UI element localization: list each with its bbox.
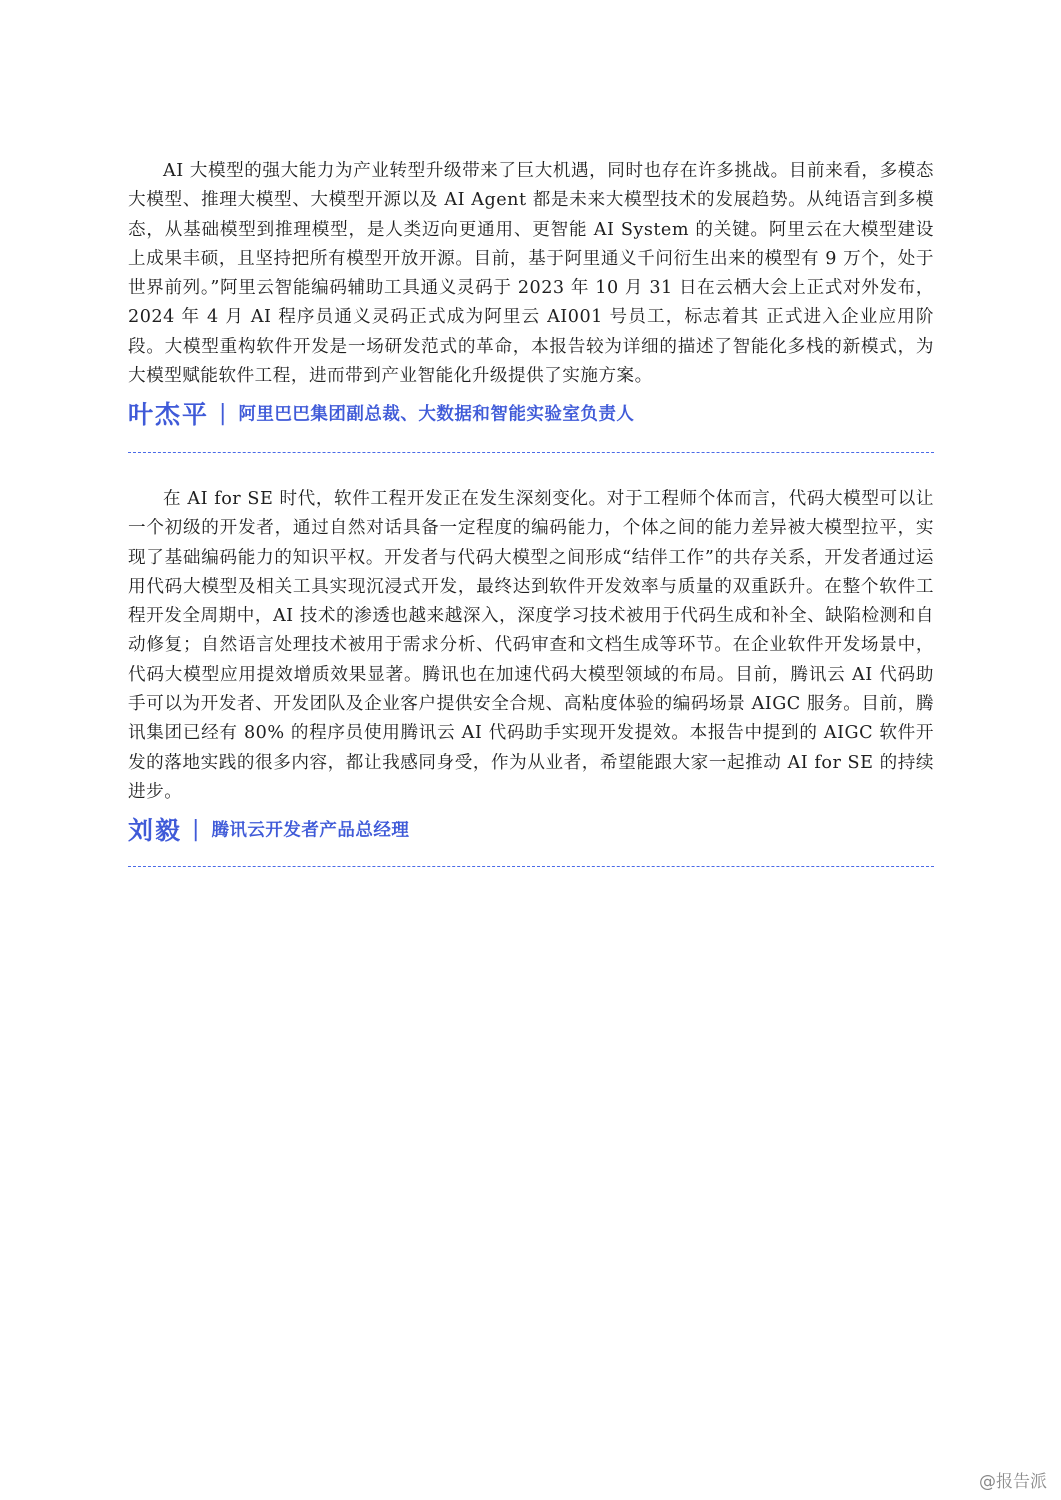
endorsement-1 <box>128 157 934 429</box>
section-divider <box>128 452 934 453</box>
endorsement-1-signature <box>128 395 634 431</box>
watermark: @报告派 <box>979 1472 1047 1492</box>
endorser-title: 腾讯云开发者产品总经理 <box>211 820 410 841</box>
signature-separator: | <box>219 400 227 426</box>
endorsement-2-text: 在 AI for SE 时代，软件工程开发正在发生深刻变化。对于工程师个体而言，代码大模型可以让一个初级的开发者，通过自然对话具备一定程度的编码能力，个体之间的能力差异被大模型拉平，实现了基础编码能力的知识平权。开发者与代码大模型之间形成“结伴工作”的共存关系，开发者通过运用代码大模型及相关工具实现沉浸式开发，最终达到软件开发效率与质量的双重跃升。在整个软件工程开发全周期中，AI 技术的渗透也越来越深入，深度学习技术被用于代码生成和补全、缺陷检测和自动修复；自然语言处理技术被用于需求分析、代码审查和文档生成等环节。在企业软件开发场景中，代码大模型应用提效增质效果显著。腾讯也在加速代码大模型领域的布局。目前，腾讯云 AI 代码助手可以为开发者、开发团队及企业客户提供安全合规、高粘度体验的编码场景 AIGC 服务。目前，腾讯集团已经有 80% 的程序员使用腾讯云 AI 代码助手实现开发提效。本报告中提到的 AIGC 软件开发的落地实践的很多内容，都让我感同身受，作为从业者，希望能跟大家一起推动 AI for SE 的持续进步。 <box>128 489 934 802</box>
section-divider <box>128 866 934 867</box>
endorsement-2 <box>128 485 934 845</box>
endorsement-2-signature <box>128 811 409 847</box>
endorser-name: 刘毅 <box>128 816 183 845</box>
endorser-title: 阿里巴巴集团副总裁、大数据和智能实验室负责人 <box>238 404 635 425</box>
signature-separator: | <box>192 816 200 842</box>
endorser-name: 叶杰平 <box>128 400 210 429</box>
endorsement-1-text: AI 大模型的强大能力为产业转型升级带来了巨大机遇，同时也存在许多挑战。目前来看，多模态大模型、推理大模型、大模型开源以及 AI Agent 都是未来大模型技术的发展趋势。从纯语言到多模态，从基础模型到推理模型，是人类迈向更通用、更智能 AI System 的关键。阿里云在大模型建设上成果丰硕，且坚持把所有模型开放开源。目前，基于阿里通义千问衍生出来的模型有 9 万个，处于世界前列。”阿里云智能编码辅助工具通义灵码于 2023 年 10 月 31 日在云栖大会上正式对外发布，2024 年 4 月 AI 程序员通义灵码正式成为阿里云 AI001 号员工，标志着其 正式进入企业应用阶段。大模型重构软件开发是一场研发范式的革命，本报告较为详细的描述了智能化多栈的新模式，为大模型赋能软件工程，进而带到产业智能化升级提供了实施方案。 <box>128 161 934 387</box>
